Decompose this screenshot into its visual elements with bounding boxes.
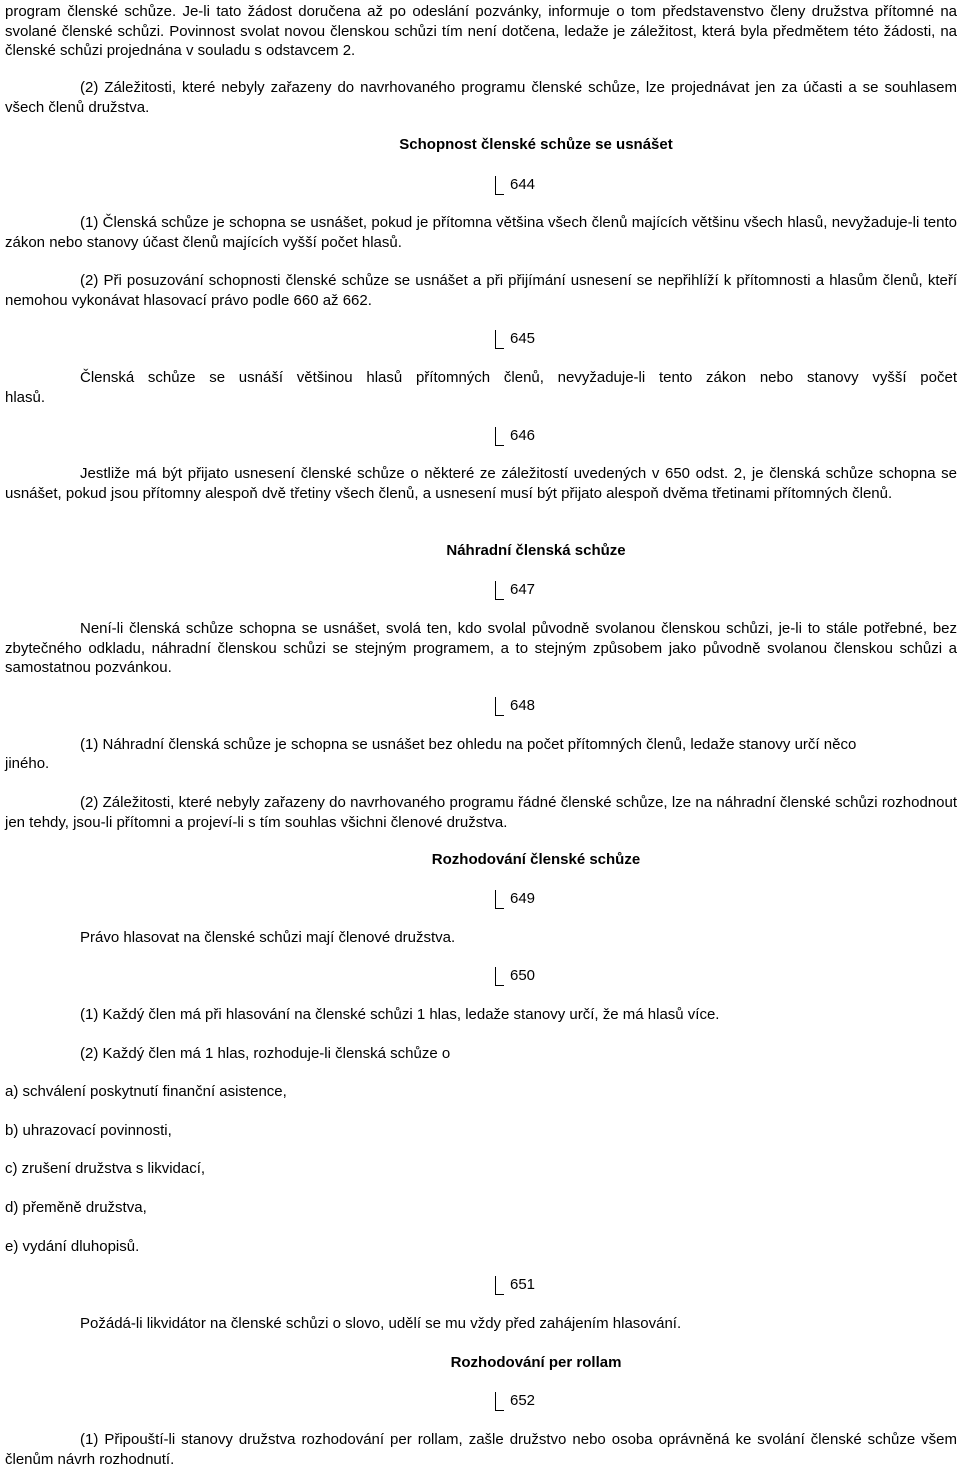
paragraph-645-line-1: Členská schůze se usnáší většinou hlasů přítomných členů, nevyžaduje-li tento zákon nebo stanovy vyšší počet bbox=[80, 369, 957, 386]
list-item: a) schválení poskytnutí finanční asistence, bbox=[5, 1083, 287, 1100]
paragraph-648-1-line-1: (1) Náhradní členská schůze je schopna se usnášet bez ohledu na počet přítomných členů, ledaže stanovy určí něco bbox=[80, 736, 857, 753]
paragraph-645-line-2: hlasů. bbox=[5, 389, 46, 406]
paragraph-649: Právo hlasovat na členské schůzi mají členové družstva. bbox=[80, 929, 456, 946]
section-sign-icon bbox=[495, 427, 504, 446]
list-item: d) přeměně družstva, bbox=[5, 1199, 147, 1216]
paragraph-650-1: (1) Každý člen má při hlasování na členské schůzi 1 hlas, ledaže stanovy určí, že má hlasů více. bbox=[80, 1006, 720, 1023]
paragraph-644-2: (2) Při posuzování schopnosti členské schůze se usnášet a při přijímání usnesení se nepřihlíží k přítomnosti a hlasům členů, kteří nemohou vykonávat hlasovací právo podle 660 až 662. bbox=[5, 272, 957, 309]
paragraph-648-1-line-2: jiného. bbox=[5, 755, 50, 772]
list-item: b) uhrazovací povinnosti, bbox=[5, 1122, 172, 1139]
heading-nahradni: Náhradní členská schůze bbox=[446, 542, 626, 559]
section-number: 652 bbox=[510, 1392, 536, 1409]
section-number: 648 bbox=[510, 697, 536, 714]
section-sign-icon bbox=[495, 890, 504, 909]
intro-paragraph: program členské schůze. Je-li tato žádost doručena až po odeslání pozvánky, informuje o tom představenstvo členy družstva přítomné na svolané členské schůzi. Povinnost svolat novou členskou schůzi tím není dotčena, ledaže je záležitost, která byla předmětem této žádosti, na členské schůzi projednána v souladu s odstavcem 2. bbox=[5, 3, 957, 59]
section-sign-icon bbox=[495, 330, 504, 349]
heading-per-rollam: Rozhodování per rollam bbox=[450, 1354, 622, 1371]
paragraph-652-1: (1) Připouští-li stanovy družstva rozhodování per rollam, zašle družstvo nebo osoba oprávněná ke svolání členské schůze všem členům návrh rozhodnutí. bbox=[5, 1431, 957, 1468]
section-number: 651 bbox=[510, 1276, 536, 1293]
section-647 bbox=[495, 580, 535, 600]
section-sign-icon bbox=[495, 1276, 504, 1295]
section-646 bbox=[495, 426, 535, 446]
section-number: 646 bbox=[510, 427, 536, 444]
section-sign-icon bbox=[495, 967, 504, 986]
section-number: 650 bbox=[510, 967, 536, 984]
section-649 bbox=[495, 889, 535, 909]
paragraph-651: Požádá-li likvidátor na členské schůzi o slovo, udělí se mu vždy před zahájením hlasování. bbox=[80, 1315, 682, 1332]
section-650 bbox=[495, 966, 535, 986]
list-item: c) zrušení družstva s likvidací, bbox=[5, 1160, 206, 1177]
list-item: e) vydání dluhopisů. bbox=[5, 1238, 140, 1255]
intro-paragraph-2: (2) Záležitosti, které nebyly zařazeny do navrhovaného programu členské schůze, lze projednávat jen za účasti a se souhlasem všech členů družstva. bbox=[5, 79, 957, 116]
section-652 bbox=[495, 1391, 535, 1411]
section-sign-icon bbox=[495, 581, 504, 600]
paragraph-648-2: (2) Záležitosti, které nebyly zařazeny do navrhovaného programu řádné členské schůze, lze na náhradní členské schůzi rozhodnout jen tehdy, jsou-li přítomni a projeví-li s tím souhlas všichni členové družstva. bbox=[5, 794, 957, 831]
paragraph-646: Jestliže má být přijato usnesení členské schůze o některé ze záležitostí uvedených v 650 odst. 2, je členská schůze schopna se usnášet, pokud jsou přítomny alespoň dvě třetiny všech členů, a usnesení musí být přijato alespoň dvěma třetinami přítomných členů. bbox=[5, 465, 957, 502]
section-651 bbox=[495, 1275, 535, 1295]
section-sign-icon bbox=[495, 176, 504, 195]
paragraph-647: Není-li členská schůze schopna se usnášet, svolá ten, kdo svolal původně svolanou členskou schůzi, je-li to stále potřebné, bez zbytečného odkladu, náhradní členskou schůzi se stejným programem, a to stejným způsobem jako původně svolanou členskou schůzi a samostatnou pozvánkou. bbox=[5, 620, 957, 676]
section-645 bbox=[495, 329, 535, 349]
section-number: 649 bbox=[510, 890, 536, 907]
section-644 bbox=[495, 175, 535, 195]
section-number: 644 bbox=[510, 176, 536, 193]
heading-rozhodovani: Rozhodování členské schůze bbox=[431, 851, 641, 868]
paragraph-650-2: (2) Každý člen má 1 hlas, rozhoduje-li členská schůze o bbox=[80, 1045, 451, 1062]
heading-schopnost: Schopnost členské schůze se usnášet bbox=[399, 136, 673, 153]
section-sign-icon bbox=[495, 697, 504, 716]
section-sign-icon bbox=[495, 1392, 504, 1411]
section-number: 645 bbox=[510, 330, 536, 347]
section-648 bbox=[495, 696, 535, 716]
paragraph-644-1: (1) Členská schůze je schopna se usnášet, pokud je přítomna většina všech členů majících většinu všech hlasů, nevyžaduje-li tento zákon nebo stanovy účast členů majících vyšší počet hlasů. bbox=[5, 214, 957, 251]
section-number: 647 bbox=[510, 581, 536, 598]
